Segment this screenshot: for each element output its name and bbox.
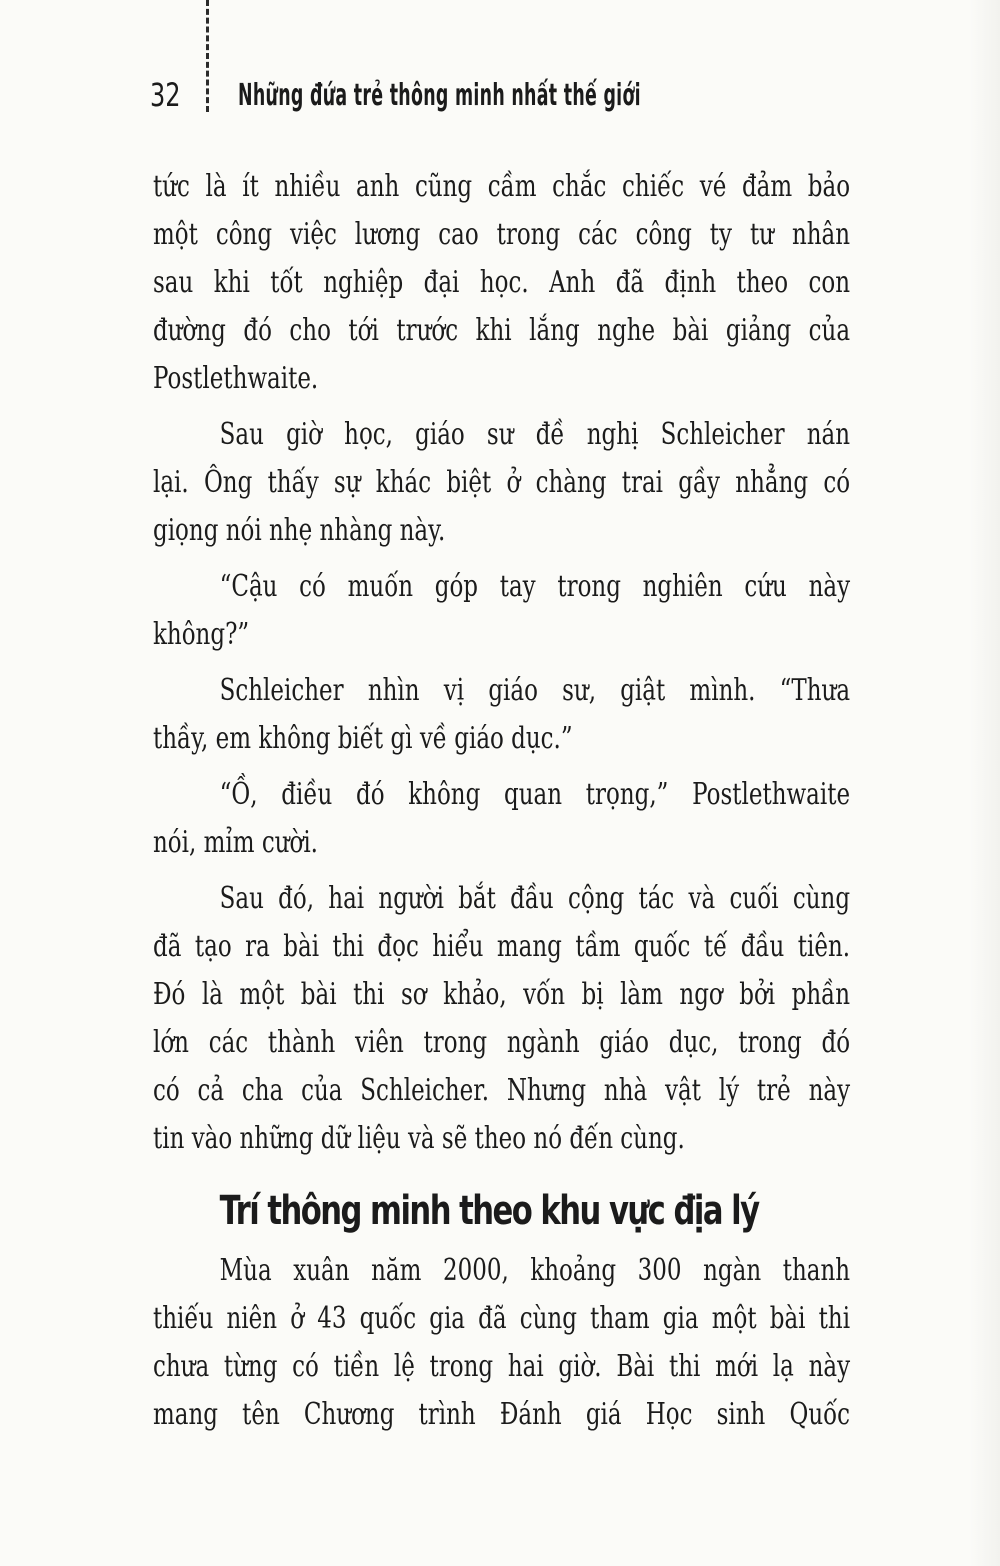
text-line: Sau giờ học, giáo sư đề nghị Schleicher nán xyxy=(219,417,851,452)
text-line: thiếu niên ở 43 quốc gia đã cùng tham gia một bài thi xyxy=(153,1301,851,1336)
page-number: 32 xyxy=(150,76,181,114)
text-line: Mùa xuân năm 2000, khoảng 300 ngàn thanh xyxy=(219,1253,851,1288)
text-line: đường đó cho tới trước khi lắng nghe bài giảng của xyxy=(153,313,851,348)
text-line: mang tên Chương trình Đánh giá Học sinh Quốc xyxy=(153,1397,851,1432)
text-line: sau khi tốt nghiệp đại học. Anh đã định theo con xyxy=(153,265,851,300)
text-line: tức là ít nhiều anh cũng cầm chắc chiếc vé đảm bảo xyxy=(153,169,851,204)
text-line: một công việc lương cao trong các công ty tư nhân xyxy=(153,217,851,252)
section-heading: Trí thông minh theo khu vực địa lý xyxy=(219,1188,759,1234)
text-line: chưa từng có tiền lệ trong hai giờ. Bài thi mới lạ này xyxy=(153,1349,851,1384)
text-line: Sau đó, hai người bắt đầu cộng tác và cuối cùng xyxy=(219,881,851,916)
text-line: lại. Ông thấy sự khác biệt ở chàng trai gầy nhẳng có xyxy=(153,465,851,500)
text-line: có cả cha của Schleicher. Nhưng nhà vật lý trẻ này xyxy=(153,1073,851,1108)
text-line: lớn các thành viên trong ngành giáo dục, trong đó xyxy=(153,1025,851,1060)
text-line: Đó là một bài thi sơ khảo, vốn bị làm ngơ bởi phần xyxy=(153,977,851,1012)
body-paragraph xyxy=(153,411,850,555)
text-block xyxy=(153,163,850,1447)
text-line: thầy, em không biết gì về giáo dục.” xyxy=(153,721,573,756)
body-paragraph xyxy=(153,875,850,1163)
text-line: “Ồ, điều đó không quan trọng,” Postlethwaite xyxy=(219,777,851,812)
text-line: đã tạo ra bài thi đọc hiểu mang tầm quốc tế đầu tiên. xyxy=(153,929,851,964)
body-paragraph xyxy=(153,667,850,763)
body-paragraph xyxy=(153,1247,850,1439)
running-title: Những đứa trẻ thông minh nhất thế giới xyxy=(238,78,641,113)
text-line: tin vào những dữ liệu và sẽ theo nó đến cùng. xyxy=(153,1121,685,1156)
text-line: “Cậu có muốn góp tay trong nghiên cứu này xyxy=(219,569,851,604)
text-line: giọng nói nhẹ nhàng này. xyxy=(153,513,446,548)
body-paragraph xyxy=(153,771,850,867)
body-paragraph xyxy=(153,563,850,659)
text-line: Postlethwaite. xyxy=(153,361,319,396)
text-line: không?” xyxy=(153,617,250,652)
text-line: Schleicher nhìn vị giáo sư, giật mình. “Thưa xyxy=(219,673,851,708)
text-line: nói, mỉm cười. xyxy=(153,825,318,860)
header-divider-dashed-line xyxy=(206,0,209,112)
body-paragraph xyxy=(153,163,850,403)
